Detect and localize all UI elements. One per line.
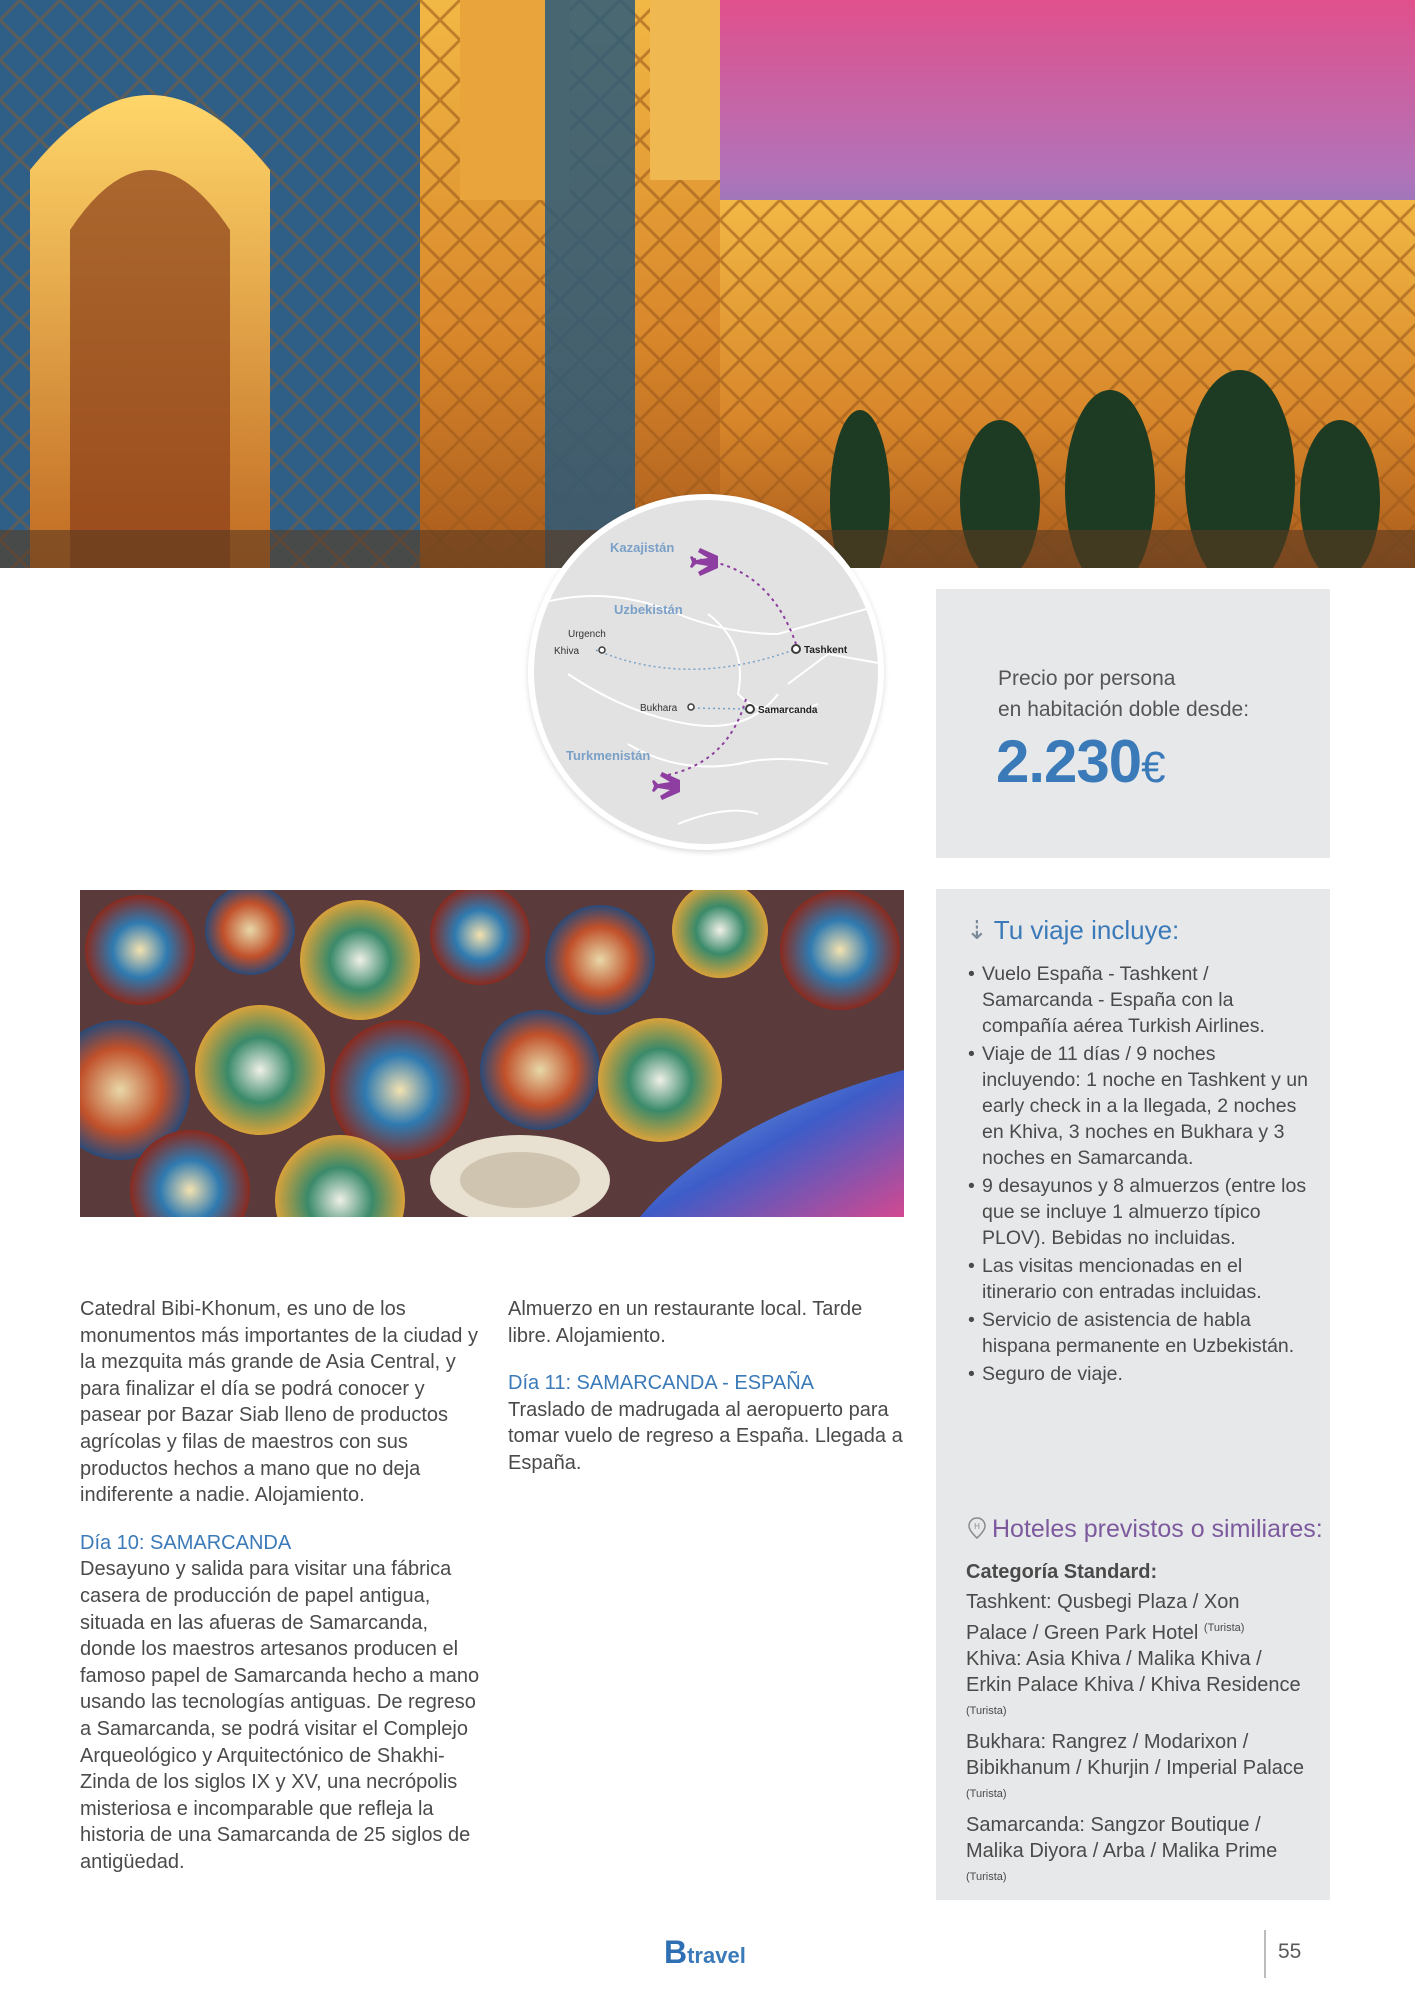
list-item: • Viaje de 11 días / 9 noches incluyendo: 1 noche en Tashkent y un early check in a la llegada, 2 noches en Khiva, 3 noches en Bukhara y 3 noches en Samarcanda. [968, 1041, 1308, 1171]
hotels-title: H Hoteles previstos o similiares: [966, 1515, 1323, 1544]
map-label-samarcanda: Samarcanda [758, 705, 818, 716]
list-item: • 9 desayunos y 8 almuerzos (entre los que se incluye 1 almuerzo típico PLOV). Bebidas no incluidas. [968, 1173, 1308, 1251]
itinerary-paragraph: Catedral Bibi-Khonum, es uno de los monumentos más importantes de la ciudad y la mezquita más grande de Asia Central, y para finalizar el día se podrá conocer y pasear por Bazar Siab lleno de productos agrícolas y filas de maestros con sus productos hechos a mano que no deja indiferente a nadie. Alojamiento. [80, 1298, 478, 1507]
plane-icon [690, 548, 718, 576]
plane-icon [652, 772, 680, 800]
svg-text:H: H [974, 1522, 980, 1531]
ceramics-market-photo [80, 890, 904, 1217]
trip-includes-box [936, 889, 1330, 1900]
day-11 [508, 1370, 908, 1476]
price-value: 2.230€ [996, 728, 1165, 795]
hotel-pin-icon [966, 1517, 988, 1539]
day-10 [80, 1530, 480, 1876]
day-10-text: Desayuno y salida para visitar una fábrica casera de producción de papel antigua, situada en las afueras de Samarcanda, donde los maestros artesanos producen el famoso papel de Samarcanda hecho a mano usando las tecnologías antiguas. De regreso a Samarcanda, se podrá visitar el Complejo Arqueológico y Arquitectónico de Shakhi-Zinda de los siglos IX y XV, una necrópolis misteriosa e incomparable que refleja la historia de una Samarcanda de 25 siglos de antigüedad. [80, 1558, 480, 1873]
includes-title: ⇣ Tu viaje incluye: [966, 915, 1180, 945]
map-label-turkmenistan: Turkmenistán [566, 748, 651, 763]
day-11-title: Día 11: SAMARCANDA - ESPAÑA [508, 1372, 815, 1395]
btravel-logo: Btravel [664, 1934, 746, 1970]
map-label-khiva: Khiva [554, 646, 580, 657]
hotel-list [966, 1589, 1306, 1895]
arrow-down-icon: ⇣ [966, 915, 988, 945]
map-label-uzbekistan: Uzbekistán [614, 602, 683, 617]
itinerary-column-2 [508, 1296, 908, 1498]
hotel-entry: Tashkent: Qusbegi Plaza / Xon Palace / Green Park Hotel $^{(Turista)}$ [966, 1591, 1245, 1644]
price-box [936, 589, 1330, 858]
page-number: 55 [1278, 1940, 1302, 1963]
hotel-entry: Khiva: Asia Khiva / Malika Khiva / Erkin Palace Khiva / Khiva Residence $^{(Turista)}$ [966, 1648, 1301, 1717]
includes-list [968, 961, 1308, 1389]
hotel-entry: Bukhara: Rangrez / Modarixon / Bibikhanum / Khurjin / Imperial Palace $^{(Turista)}$ [966, 1731, 1304, 1800]
hero-photo-registan [0, 0, 1415, 568]
price-label: Precio por persona en habitación doble desde: [998, 667, 1250, 721]
footer-divider [1264, 1930, 1266, 1978]
hotel-category: Categoría Standard: [966, 1561, 1158, 1583]
route-map [528, 494, 884, 850]
map-label-bukhara: Bukhara [640, 703, 678, 714]
list-item: • Seguro de viaje. [968, 1361, 1308, 1387]
day-11-text: Traslado de madrugada al aeropuerto para tomar vuelo de regreso a España. Llegada a España. [508, 1398, 903, 1474]
itinerary-paragraph: Almuerzo en un restaurante local. Tarde libre. Alojamiento. [508, 1298, 863, 1347]
map-label-tashkent: Tashkent [804, 645, 848, 656]
day-10-title: Día 10: SAMARCANDA [80, 1531, 292, 1554]
map-label-kazajistan: Kazajistán [610, 540, 675, 555]
list-item: • Las visitas mencionadas en el itinerario con entradas incluidas. [968, 1253, 1308, 1305]
hotel-entry: Samarcanda: Sangzor Boutique / Malika Diyora / Arba / Malika Prime $^{(Turista)}$ [966, 1814, 1278, 1883]
list-item: • Vuelo España - Tashkent / Samarcanda - España con la compañía aérea Turkish Airlines. [968, 961, 1308, 1039]
list-item: • Servicio de asistencia de habla hispana permanente en Uzbekistán. [968, 1307, 1308, 1359]
map-label-urgench: Urgench [568, 629, 606, 640]
itinerary-column-1 [80, 1296, 480, 1896]
